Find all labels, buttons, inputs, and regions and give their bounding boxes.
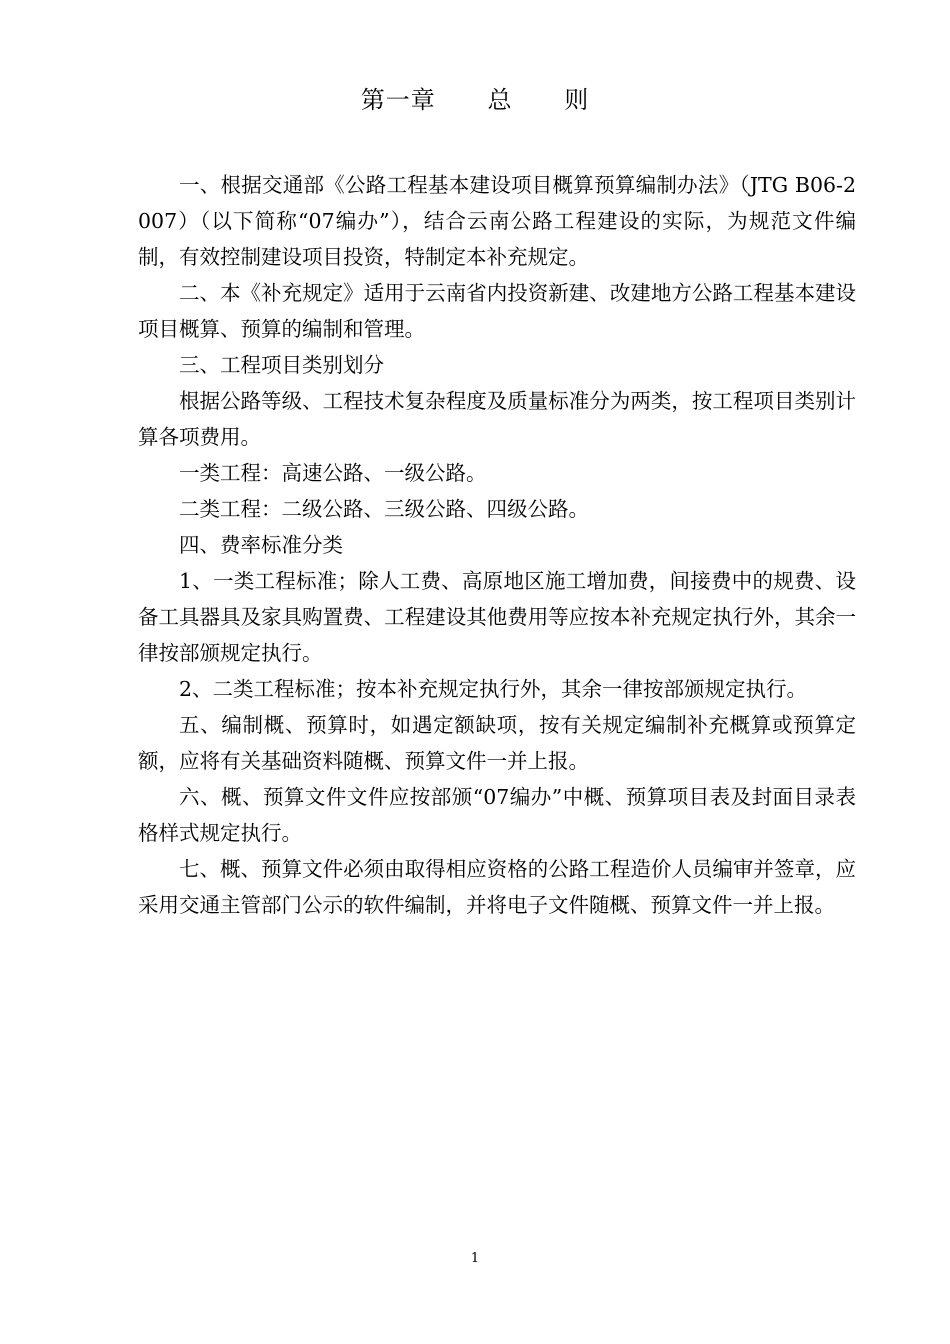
paragraph-10: 五、编制概、预算时，如遇定额缺项，按有关规定编制补充概算或预算定额，应将有关基础资料随概、预算文件一并上报。 xyxy=(138,713,856,773)
paragraph-2: 二、本《补充规定》适用于云南省内投资新建、改建地方公路工程基本建设项目概算、预算的编制和管理。 xyxy=(138,281,856,341)
paragraph-9: 2、二类工程标准；按本补充规定执行外，其余一律按部颁规定执行。 xyxy=(179,677,808,701)
paragraph-11: 六、概、预算文件文件应按部颁“07编办”中概、预算项目表及封面目录表格样式规定执行。 xyxy=(138,785,856,845)
chapter-title: 第一章 总 则 xyxy=(360,86,590,114)
paragraph-1: 一、根据交通部《公路工程基本建设项目概算预算编制办法》（JTG B06-2007）（以下简称“07编办”），结合云南公路工程建设的实际，为规范文件编制，有效控制建设项目投资，特制定本补充规定。 xyxy=(138,173,856,269)
paragraph-5: 一类工程：高速公路、一级公路。 xyxy=(179,461,487,485)
paragraph-6: 二类工程：二级公路、三级公路、四级公路。 xyxy=(179,497,589,521)
paragraph-8: 1、一类工程标准；除人工费、高原地区施工增加费，间接费中的规费、设备工具器具及家具购置费、工程建设其他费用等应按本补充规定执行外，其余一律按部颁规定执行。 xyxy=(138,569,856,665)
document-body xyxy=(138,167,856,923)
paragraph-3: 三、工程项目类别划分 xyxy=(179,353,384,377)
paragraph-7: 四、费率标准分类 xyxy=(179,533,343,557)
paragraph-4: 根据公路等级、工程技术复杂程度及质量标准分为两类，按工程项目类别计算各项费用。 xyxy=(138,389,856,449)
paragraph-12: 七、概、预算文件必须由取得相应资格的公路工程造价人员编审并签章，应采用交通主管部门公示的软件编制，并将电子文件随概、预算文件一并上报。 xyxy=(138,857,856,917)
page-number: 1 xyxy=(470,1251,480,1266)
